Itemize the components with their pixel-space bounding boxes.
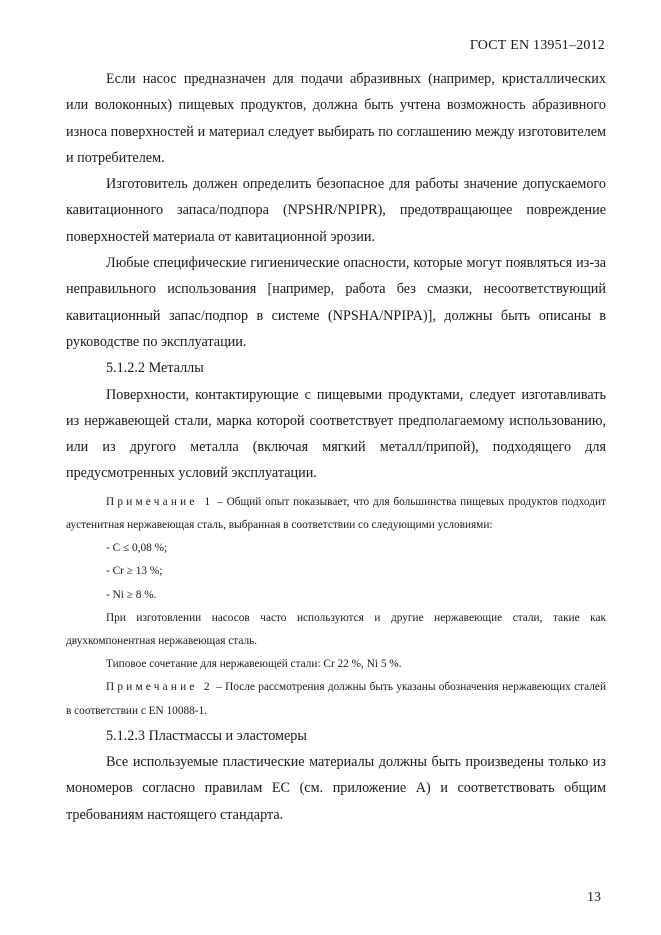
- section-heading-metals: 5.1.2.2 Металлы: [106, 360, 204, 377]
- note-1-extra-typical: Типовое сочетание для нержавеющей стали: Cr 22 %, Ni 5 %.: [106, 658, 402, 671]
- note-2-label: Примечание 2: [106, 681, 213, 694]
- section-heading-plastics: 5.1.2.3 Пластмассы и эластомеры: [106, 727, 307, 744]
- note-1-label: Примечание 1: [106, 495, 214, 508]
- paragraph-hygiene: Любые специфические гигиенические опасности, которые могут появляться из-за неправильного использования [например, работа без смазки, несоответствующий кавитационный запас/подпор в системе (NPSHA/NPIPA)], должны быть описаны в руководстве по эксплуатации.: [66, 255, 606, 350]
- note-1-text: – Общий опыт показывает, что для большинства пищевых продуктов подходит аустенитная нержавеющая сталь, выбранная в соответствии со следующими условиями:: [66, 495, 606, 531]
- page-header: ГОСТ EN 13951–2012: [469, 38, 605, 53]
- paragraph-npshr: Изготовитель должен определить безопасное для работы значение допускаемого кавитационного запаса/подпора (NPSHR/NPIPR), предотвращающее повреждение поверхностей материала от кавитационной эрозии.: [66, 176, 606, 245]
- note-1-extra-duplex: При изготовлении насосов часто используются и другие нержавеющие стали, такие как двухкомпонентная нержавеющая сталь.: [66, 611, 606, 647]
- list-item-carbon: - C ≤ 0,08 %;: [106, 542, 168, 555]
- list-item-chromium: - Cr ≥ 13 %;: [106, 565, 163, 578]
- paragraph-abrasive: Если насос предназначен для подачи абразивных (например, кристаллических или волоконных) пищевых продуктов, должна быть учтена возможность абразивного износа поверхностей и материал следует выбирать по соглашению между изготовителем и потребителем.: [66, 71, 606, 166]
- note-1: [66, 491, 606, 537]
- document-body: [66, 66, 606, 828]
- paragraph-plastics: Все используемые пластические материалы должны быть произведены только из мономеров согласно правилам ЕС (см. приложение А) и соответствовать общим требованиям настоящего стандарта.: [66, 754, 606, 823]
- note-2: [66, 676, 606, 722]
- list-item-nickel: - Ni ≥ 8 %.: [106, 588, 157, 601]
- paragraph-metals: Поверхности, контактирующие с пищевыми продуктами, следует изготавливать из нержавеющей стали, марка которой соответствует предполагаемому использованию, или из другого металла (включая мягкий металл/припой), подходящего для предусмотренных условий эксплуатации.: [66, 386, 606, 482]
- page-number: 13: [587, 890, 601, 905]
- note-2-text: – После рассмотрения должны быть указаны обозначения нержавеющих сталей в соответствии с EN 10088-1.: [66, 681, 606, 717]
